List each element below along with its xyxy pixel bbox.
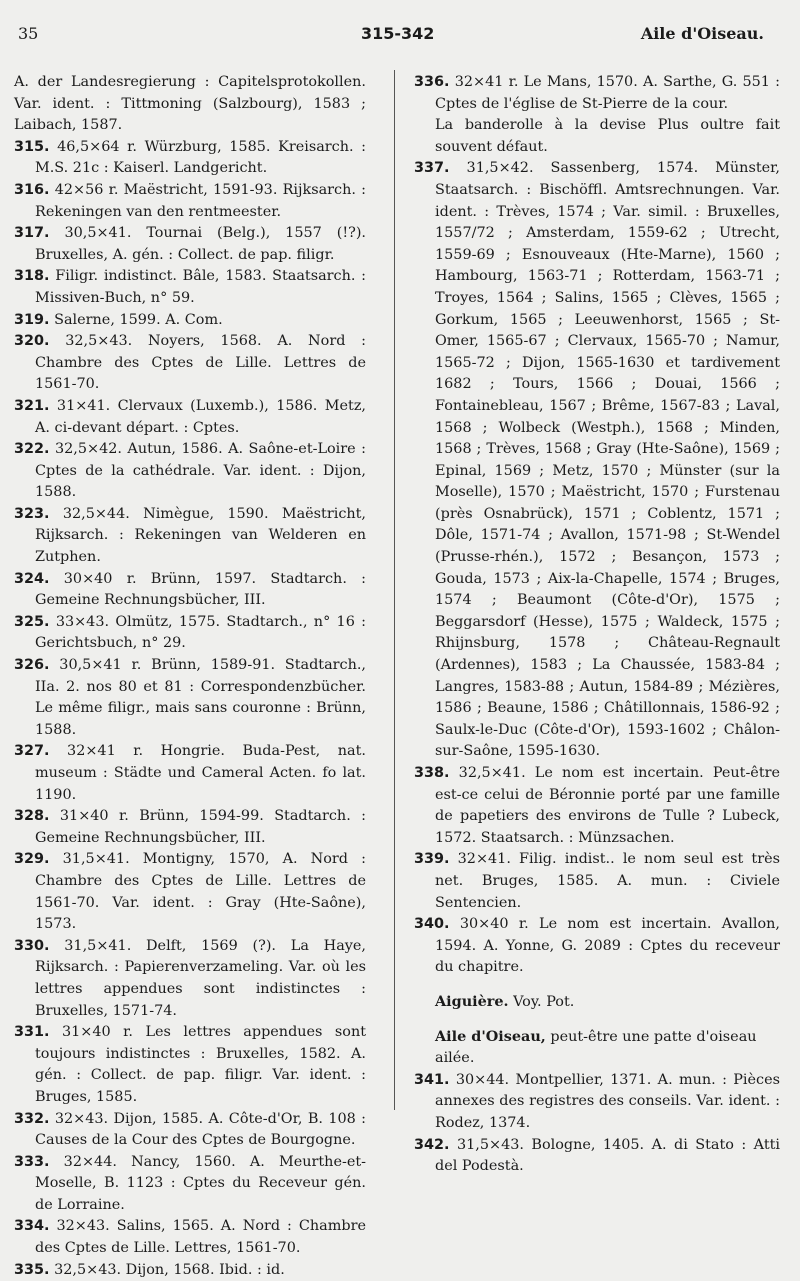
entry-text: 32,5×42. Autun, 1586. A. Saône-et-Loire : Cptes de la cathédrale. Var. ident. : Dijon, 1588. [35, 441, 366, 501]
entry-number: 332. [14, 1110, 50, 1127]
catalog-entry [14, 1109, 366, 1152]
catalog-entry [14, 612, 366, 655]
entry-text: 32,5×44. Nimègue, 1590. Maëstricht, Rijksarch. : Rekeningen van Welderen en Zutphen. [35, 505, 367, 566]
entry-text: 31,5×41. Montigny, 1570, A. Nord : Chambre des Cptes de Lille. Lettres de 1561-70. Var. ident. : Gray (Hte-Saône), 1573. [35, 851, 366, 933]
column-divider [394, 70, 395, 1110]
entry-number: 326. [14, 657, 50, 674]
entry-number: 340. [414, 916, 450, 933]
section-aile-doiseau [414, 1026, 780, 1070]
entry-number: 316. [14, 181, 50, 198]
entry-text: 31×41. Clervaux (Luxemb.), 1586. Metz, A. ci-devant départ. : Cptes. [35, 397, 366, 436]
entry-text: 30×44. Montpellier, 1371. A. mun. : Pièces annexes des registres des conseils. Var. ident. : Rodez, 1374. [435, 1071, 781, 1131]
entry-number: 315. [14, 138, 50, 155]
entry-number: 333. [14, 1153, 50, 1170]
entry-number: 330. [14, 937, 50, 954]
section-text: Voy. Pot. [513, 993, 575, 1010]
catalog-entry [14, 72, 366, 137]
catalog-entry [414, 849, 780, 914]
entry-text: 31×40 r. Brünn, 1594-99. Stadtarch. : Gemeine Rechnungsbücher, III. [35, 808, 366, 846]
entry-text: 30×40 r. Le nom est incertain. Avallon, 1594. A. Yonne, G. 2089 : Cptes du receveur du chapitre. [435, 916, 780, 976]
entry-number: 319. [14, 311, 50, 328]
catalog-entry [414, 72, 780, 115]
catalog-entry [14, 396, 366, 439]
page-number: 35 [18, 24, 39, 43]
catalog-entry [14, 310, 366, 332]
catalog-entry [414, 1070, 780, 1135]
catalog-entry [14, 180, 366, 223]
page-header [18, 24, 764, 50]
entry-text: La banderolle à la devise Plus oultre fait souvent défaut. [435, 117, 780, 155]
entry-text: 42×56 r. Maëstricht, 1591-93. Rijksarch. : Rekeningen van den rentmeester. [35, 181, 366, 220]
entry-number: 321. [14, 397, 50, 414]
entry-text: 32×43. Salins, 1565. A. Nord : Chambre des Cptes de Lille. Lettres, 1561-70. [35, 1218, 366, 1257]
catalog-entry [414, 914, 780, 979]
entry-number: 325. [14, 613, 50, 630]
running-title: Aile d'Oiseau. [640, 24, 764, 43]
catalog-entry [14, 1152, 366, 1217]
entry-text: 32×41 r. Le Mans, 1570. A. Sarthe, G. 551 : Cptes de l'église de St-Pierre de la cour. [435, 74, 780, 112]
catalog-entry [14, 569, 366, 612]
entry-number: 324. [14, 570, 50, 587]
entry-text: Filigr. indistinct. Bâle, 1583. Staatsarch. : Missiven-Buch, n° 59. [35, 268, 366, 306]
catalog-entry [14, 137, 366, 180]
section-heading: Aiguière. [435, 992, 509, 1010]
catalog-entry [14, 1260, 366, 1281]
entry-text: Salerne, 1599. A. Com. [54, 311, 223, 328]
entry-number: 341. [414, 1071, 450, 1088]
right-column-entries [414, 72, 780, 979]
entry-text: 31,5×43. Bologne, 1405. A. di Stato : Atti del Podestà. [435, 1136, 780, 1175]
entry-text: 30,5×41 r. Brünn, 1589-91. Stadtarch., IIa. 2. nos 80 et 81 : Correspondenzbücher. Le même filigr., mais sans couronne : Brünn, 1588. [35, 657, 367, 738]
entry-number: 328. [14, 808, 50, 825]
entry-number: 331. [14, 1024, 50, 1041]
entry-text: 33×43. Olmütz, 1575. Stadtarch., n° 16 : Gerichtsbuch, n° 29. [35, 613, 366, 652]
right-column [414, 72, 780, 1178]
catalog-entry [414, 1135, 780, 1178]
catalog-entry [14, 741, 366, 806]
entry-text: A. der Landesregierung : Capitelsprotokollen. Var. ident. : Tittmoning (Salzbourg), 1583 ; Laibach, 1587. [14, 74, 366, 134]
catalog-entry [14, 655, 366, 741]
catalog-entry [14, 504, 366, 569]
entry-range: 315-342 [361, 24, 435, 43]
entry-text: 32,5×43. Noyers, 1568. A. Nord : Chambre des Cptes de Lille. Lettres de 1561-70. [35, 333, 366, 393]
entry-text: 31,5×42. Sassenberg, 1574. Münster, Staatsarch. : Bischöffl. Amtsrechnungen. Var. ident. : Trèves, 1574 ; Var. simil. : Bruxelles, 1557/72 ; Amsterdam, 1559-62 ; Utrecht, 1559-69 ; Esnouveaux (Hte-Marne), 1560 ; Hambourg, 1563-71 ; Rotterdam, 1563-71 ; Troyes, 1564 ; Salins, 1565 ; Clèves, 1565 ; Gorkum, 1565 ; Leeuwenhorst, 1565 ; St-Omer, 1565-67 ; Clervaux, 1565-70 ; Namur, 1565-72 ; Dijon, 1565-1630 et tardivement 1682 ; Tours, 1566 ; Douai, 1566 ; Fontainebleau, 1567 ; Brême, 1567-83 ; Laval, 1568 ; Wolbeck (Westph.), 1568 ; Minden, 1568 ; Trèves, 1568 ; Gray (Hte-Saône), 1569 ; Epinal, 1569 ; Metz, 1570 ; Münster (sur la Moselle), 1570 ; Maëstricht, 1570 ; Furstenau (près Osnabrück), 1571 ; Coblentz, 1571 ; Dôle, 1571-74 ; Avallon, 1571-98 ; St-Wendel (Prusse-rhén.), 1572 ; Besançon, 1573 ; Gouda, 1573 ; Aix-la-Chapelle, 1574 ; Bruges, 1574 ; Beaumont (Côte-d'Or), 1575 ; Beggarsdorf (Hesse), 1575 ; Waldeck, 1575 ; Rhijnsburg, 1578 ; Château-Regnault (Ardennes), 1583 ; La Chaussée, 1583-84 ; Langres, 1583-88 ; Autun, 1584-89 ; Mézières, 1586 ; Beaune, 1586 ; Châtillonnais, 1586-92 ; Saulx-le-Duc (Côte-d'Or), 1593-1602 ; Châlon-sur-Saône, 1595-1630. [435, 160, 781, 760]
entry-number: 335. [14, 1261, 50, 1278]
right-column-tail-entries [414, 1070, 780, 1178]
catalog-entry [414, 763, 780, 849]
entry-number: 329. [14, 851, 50, 868]
entry-number: 337. [414, 160, 450, 177]
entry-number: 323. [14, 505, 50, 522]
catalog-entry [414, 158, 780, 763]
catalog-entry [14, 439, 366, 504]
entry-number: 322. [14, 441, 50, 458]
entry-text: 32×41 r. Hongrie. Buda-Pest, nat. museum : Städte und Cameral Acten. fo lat. 1190. [35, 743, 366, 803]
entry-number: 318. [14, 268, 50, 285]
entry-number: 342. [414, 1136, 450, 1153]
entry-text: 31×40 r. Les lettres appendues sont toujours indistinctes : Bruxelles, 1582. A. gén. : Collect. de pap. filigr. Var. ident. : Bruges, 1585. [35, 1024, 367, 1105]
left-column [14, 72, 366, 1281]
catalog-entry [14, 1022, 366, 1108]
entry-text: 30×40 r. Brünn, 1597. Stadtarch. : Gemeine Rechnungsbücher, III. [35, 570, 366, 609]
catalog-entry [14, 223, 366, 266]
catalog-entry [14, 331, 366, 396]
entry-number: 339. [414, 851, 450, 868]
catalog-entry [414, 115, 780, 158]
entry-text: 32×43. Dijon, 1585. A. Côte-d'Or, B. 108 : Causes de la Cour des Cptes de Bourgogne. [35, 1110, 366, 1149]
section-text: peut-être une patte d'oiseau ailée. [435, 1028, 757, 1067]
entry-number: 327. [14, 743, 50, 760]
catalog-entry [14, 936, 366, 1022]
entry-text: 32,5×41. Le nom est incertain. Peut-être est-ce celui de Béronnie porté par une famille de papetiers des environs de Tulle ? Lubeck, 1572. Staatsarch. : Münzsachen. [435, 765, 780, 846]
entry-number: 338. [414, 765, 450, 781]
entry-number: 336. [414, 74, 450, 90]
entry-number: 317. [14, 225, 50, 242]
entry-text: 31,5×41. Delft, 1569 (?). La Haye, Rijksarch. : Papierenverzameling. Var. où les lettres appendues sont indistinctes : Bruxelles, 1571-74. [35, 937, 367, 1019]
entry-number: 334. [14, 1218, 50, 1235]
catalog-entry [14, 806, 366, 849]
catalog-entry [14, 266, 366, 309]
catalog-entry [14, 849, 366, 935]
entry-text: 30,5×41. Tournai (Belg.), 1557 (!?). Bruxelles, A. gén. : Collect. de pap. filigr. [35, 225, 367, 263]
section-aiguiere [414, 991, 780, 1014]
entry-text: 46,5×64 r. Würzburg, 1585. Kreisarch. : M.S. 21c : Kaiserl. Landgericht. [35, 138, 367, 177]
catalog-entry [14, 1216, 366, 1259]
entry-text: 32×44. Nancy, 1560. A. Meurthe-et-Moselle, B. 1123 : Cptes du Receveur gén. de Lorraine. [35, 1153, 366, 1213]
entry-text: 32×41. Filig. indist.. le nom seul est très net. Bruges, 1585. A. mun. : Civiele Sentencien. [435, 851, 781, 911]
entry-text: 32,5×43. Dijon, 1568. Ibid. : id. [54, 1261, 285, 1278]
section-heading: Aile d'Oiseau, [435, 1027, 546, 1045]
entry-number: 320. [14, 333, 50, 350]
